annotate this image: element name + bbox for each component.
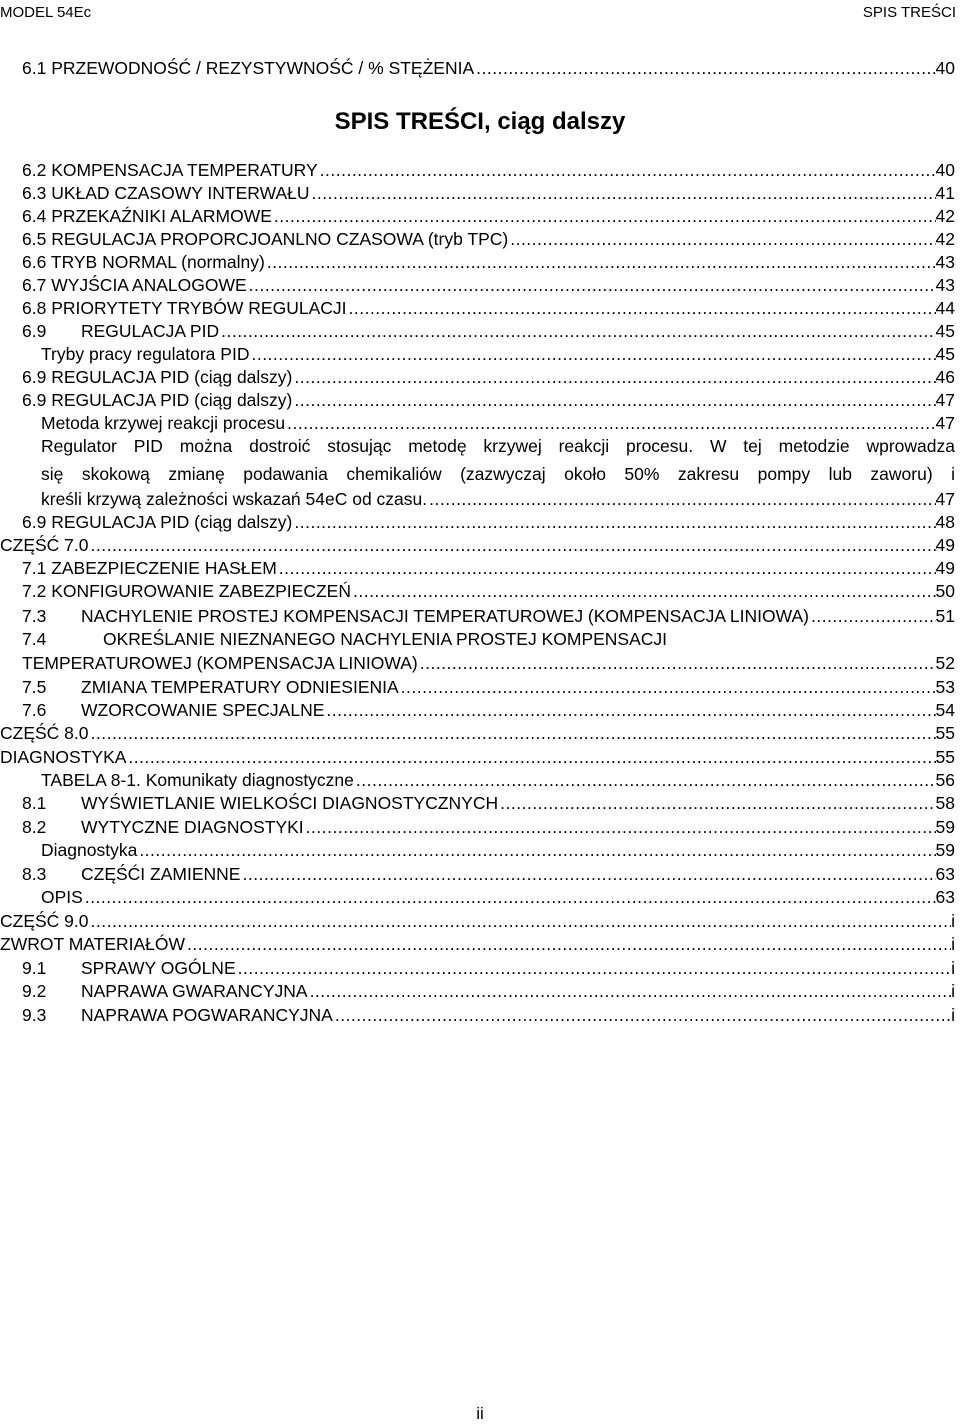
toc-entry-page: 55 bbox=[935, 723, 955, 743]
toc-entry-page: 42 bbox=[935, 229, 955, 249]
toc-entry-page: 43 bbox=[935, 252, 955, 272]
toc-entry-text: OKREŚLANIE NIEZNANEGO NACHYLENIA PROSTEJ KOMPENSACJI bbox=[103, 629, 668, 649]
toc-entry-page: 63 bbox=[935, 887, 955, 907]
toc-entry-text: CZĘŚĆ 7.0 bbox=[0, 535, 89, 555]
toc-entry-page: i bbox=[951, 934, 955, 954]
leader-dots bbox=[308, 980, 952, 1003]
toc-entry[interactable] bbox=[0, 910, 955, 933]
toc-entry-page: i bbox=[951, 958, 955, 978]
toc-entry-text: 6.3 UKŁAD CZASOWY INTERWAŁU bbox=[22, 183, 310, 203]
toc-entry[interactable] bbox=[22, 366, 955, 389]
toc-entry-text: WZORCOWANIE SPECJALNE bbox=[81, 700, 325, 720]
toc-entry[interactable] bbox=[22, 57, 955, 80]
toc-entry[interactable] bbox=[22, 816, 955, 839]
toc-entry[interactable] bbox=[22, 628, 955, 651]
toc-entry[interactable] bbox=[0, 534, 955, 557]
leader-dots bbox=[272, 205, 936, 228]
toc-entry-text: 6.2 KOMPENSACJA TEMPERATURY bbox=[22, 160, 318, 180]
toc-entry-page: 44 bbox=[935, 298, 955, 318]
toc-entry-page: 49 bbox=[935, 558, 955, 578]
toc-entry-page: 47 bbox=[935, 489, 955, 509]
toc-entry-page: 41 bbox=[935, 183, 955, 203]
toc-entry-text: Metoda krzywej reakcji procesu bbox=[41, 413, 286, 433]
leader-dots bbox=[354, 769, 936, 792]
toc-entry-page: 59 bbox=[935, 840, 955, 860]
leader-dots bbox=[83, 886, 936, 909]
toc-entry-text: WYŚWIETLANIE WIELKOŚCI DIAGNOSTYCZNYCH bbox=[81, 793, 499, 813]
toc-entry-text: WYTYCZNE DIAGNOSTYKI bbox=[81, 817, 304, 837]
toc-paragraph-line: Regulator PID można dostroić stosując metodę krzywej reakcji procesu. W tej metodzie wprowadza bbox=[41, 436, 955, 456]
toc-entry-text: SPRAWY OGÓLNE bbox=[81, 958, 236, 978]
leader-dots bbox=[240, 863, 935, 886]
leader-dots bbox=[236, 957, 951, 980]
leader-dots bbox=[508, 228, 935, 251]
toc-entry-text: ZMIANA TEMPERATURY ODNIESIENIA bbox=[81, 677, 399, 697]
leader-dots bbox=[219, 320, 935, 343]
toc-entry[interactable] bbox=[22, 320, 955, 343]
leader-dots bbox=[185, 933, 951, 956]
toc-entry-page: 50 bbox=[935, 581, 955, 601]
toc-entry[interactable] bbox=[22, 389, 955, 412]
toc-entry-text: 6.9 REGULACJA PID (ciąg dalszy) bbox=[22, 367, 293, 387]
toc-entry[interactable] bbox=[41, 839, 955, 862]
leader-dots bbox=[285, 412, 935, 435]
toc-entry-number: 9.2 bbox=[22, 981, 47, 1001]
toc-entry-text: 6.5 REGULACJA PROPORCJOANLNO CZASOWA (tryb TPC) bbox=[22, 229, 509, 249]
toc-entry-page: 59 bbox=[935, 817, 955, 837]
toc-entry[interactable] bbox=[22, 159, 955, 182]
toc-entry[interactable] bbox=[41, 412, 955, 435]
toc-entry[interactable] bbox=[41, 769, 955, 792]
leader-dots bbox=[399, 676, 936, 699]
toc-entry-number: 8.3 bbox=[22, 864, 47, 884]
toc-entry[interactable] bbox=[22, 957, 955, 980]
leader-dots bbox=[292, 389, 935, 412]
toc-entry-page: 56 bbox=[935, 770, 955, 790]
toc-entry-text: NAPRAWA POGWARANCYJNA bbox=[81, 1005, 333, 1025]
toc-entry[interactable] bbox=[22, 228, 955, 251]
toc-entry-text: ZWROT MATERIAŁÓW bbox=[0, 934, 186, 954]
leader-dots bbox=[277, 557, 936, 580]
header-right: SPIS TREŚCI bbox=[862, 4, 956, 21]
toc-entry-number: 7.4 bbox=[22, 629, 47, 649]
toc-entry-text: 6.7 WYJŚCIA ANALOGOWE bbox=[22, 275, 247, 295]
leader-dots bbox=[89, 534, 936, 557]
toc-entry[interactable] bbox=[22, 699, 955, 722]
toc-entry-text: 6.6 TRYB NORMAL (normalny) bbox=[22, 252, 265, 272]
leader-dots bbox=[137, 839, 935, 862]
toc-entry-page: 40 bbox=[935, 160, 955, 180]
leader-dots bbox=[292, 366, 935, 389]
leader-dots bbox=[418, 652, 936, 675]
toc-entry[interactable] bbox=[22, 580, 955, 603]
toc-entry-page: 51 bbox=[935, 606, 955, 626]
toc-entry[interactable] bbox=[0, 933, 955, 956]
leader-dots bbox=[498, 792, 935, 815]
toc-entry-page: 63 bbox=[935, 864, 955, 884]
toc-entry-text: 6.4 PRZEKAŹNIKI ALARMOWE bbox=[22, 206, 272, 226]
leader-dots bbox=[351, 580, 936, 603]
toc-entry-number: 8.1 bbox=[22, 793, 47, 813]
toc-entry-text: DIAGNOSTYKA bbox=[0, 747, 127, 767]
leader-dots bbox=[347, 297, 936, 320]
toc-entry-page: 43 bbox=[935, 275, 955, 295]
toc-entry-text: Diagnostyka bbox=[41, 840, 138, 860]
toc-entry-text: 6.1 PRZEWODNOŚĆ / REZYSTYWNOŚĆ / % STĘŻENIA bbox=[22, 58, 475, 78]
toc-entry-text: 7.1 ZABEZPIECZENIE HASŁEM bbox=[22, 558, 277, 578]
toc-entry-page: 42 bbox=[935, 206, 955, 226]
toc-entry[interactable] bbox=[41, 488, 955, 511]
toc-entry-text: 6.8 PRIORYTETY TRYBÓW REGULACJI bbox=[22, 298, 347, 318]
toc-entry[interactable] bbox=[22, 297, 955, 320]
toc-entry-text: 6.9 REGULACJA PID (ciąg dalszy) bbox=[22, 512, 293, 532]
toc-entry-text: CZĘŚĆI ZAMIENNE bbox=[81, 864, 241, 884]
toc-entry-number: 7.3 bbox=[22, 606, 47, 626]
toc-entry-page: 48 bbox=[935, 512, 955, 532]
toc-entry-number: 9.1 bbox=[22, 958, 47, 978]
leader-dots bbox=[292, 511, 935, 534]
leader-dots bbox=[474, 57, 935, 80]
toc-entry-page: 45 bbox=[935, 344, 955, 364]
toc-paragraph-line: kreśli krzywą zależności wskazań 54eC od czasu. bbox=[41, 489, 428, 509]
toc-entry-page: 46 bbox=[935, 367, 955, 387]
toc-entry[interactable] bbox=[0, 746, 955, 769]
toc-entry-text: TABELA 8-1. Komunikaty diagnostyczne bbox=[41, 770, 354, 790]
toc-paragraph-line: się skokową zmianę podawania chemikaliów (zazwyczaj około 50% zakresu pompy lub zaworu) i bbox=[41, 464, 955, 484]
toc-entry-page: 40 bbox=[935, 58, 955, 78]
toc-entry-page: 53 bbox=[935, 677, 955, 697]
leader-dots bbox=[310, 182, 936, 205]
toc-entry-text: CZĘŚĆ 9.0 bbox=[0, 911, 89, 931]
toc-entry-page: i bbox=[951, 1005, 955, 1025]
toc-entry[interactable] bbox=[22, 205, 955, 228]
toc-entry[interactable] bbox=[22, 863, 955, 886]
toc-entry[interactable] bbox=[22, 274, 955, 297]
leader-dots bbox=[247, 274, 936, 297]
toc-entry-number: 6.9 bbox=[22, 321, 47, 341]
toc-entry-number: 9.3 bbox=[22, 1005, 47, 1025]
leader-dots bbox=[89, 722, 936, 745]
toc-entry-text: TEMPERATUROWEJ (KOMPENSACJA LINIOWA) bbox=[22, 653, 418, 673]
toc-entry-page: i bbox=[951, 981, 955, 1001]
toc-entry-text: REGULACJA PID bbox=[81, 321, 220, 341]
toc-entry-page: 45 bbox=[935, 321, 955, 341]
toc-entry-text: 6.9 REGULACJA PID (ciąg dalszy) bbox=[22, 390, 293, 410]
toc-entry-page: 55 bbox=[935, 747, 955, 767]
toc-entry[interactable] bbox=[22, 792, 955, 815]
toc-entry-text: OPIS bbox=[41, 887, 83, 907]
toc-entry-page: 58 bbox=[935, 793, 955, 813]
toc-entry-page: 54 bbox=[935, 700, 955, 720]
leader-dots bbox=[427, 488, 935, 511]
toc-entry[interactable] bbox=[22, 1004, 955, 1027]
toc-entry-page: 52 bbox=[935, 653, 955, 673]
toc-entry-text: NACHYLENIE PROSTEJ KOMPENSACJI TEMPERATUROWEJ (KOMPENSACJA LINIOWA) bbox=[81, 606, 809, 626]
leader-dots bbox=[809, 605, 936, 628]
toc-entry-page: 47 bbox=[935, 390, 955, 410]
toc-entry[interactable] bbox=[0, 722, 955, 745]
page-title: SPIS TREŚCI, ciąg dalszy bbox=[334, 108, 626, 135]
toc-entry-page: 49 bbox=[935, 535, 955, 555]
leader-dots bbox=[249, 343, 935, 366]
toc-entry[interactable] bbox=[22, 557, 955, 580]
toc-entry[interactable] bbox=[41, 343, 955, 366]
page-number: ii bbox=[476, 1404, 484, 1423]
toc-entry-text: NAPRAWA GWARANCYJNA bbox=[81, 981, 308, 1001]
toc-entry-text: Tryby pracy regulatora PID bbox=[41, 344, 250, 364]
toc-entry[interactable] bbox=[41, 886, 955, 909]
toc-entry-number: 7.5 bbox=[22, 677, 47, 697]
toc-entry-number: 8.2 bbox=[22, 817, 47, 837]
leader-dots bbox=[333, 1004, 951, 1027]
toc-entry[interactable] bbox=[22, 605, 955, 628]
toc-entry[interactable] bbox=[22, 652, 955, 675]
leader-dots bbox=[318, 159, 936, 182]
toc-entry-page: 47 bbox=[935, 413, 955, 433]
toc-entry-text: 7.2 KONFIGUROWANIE ZABEZPIECZEŃ bbox=[22, 581, 351, 601]
leader-dots bbox=[265, 251, 936, 274]
toc-entry[interactable] bbox=[22, 980, 955, 1003]
toc-entry[interactable] bbox=[22, 251, 955, 274]
leader-dots bbox=[324, 699, 935, 722]
toc-entry-text: CZĘŚĆ 8.0 bbox=[0, 723, 89, 743]
toc-entry[interactable] bbox=[22, 182, 955, 205]
header-left: MODEL 54Ec bbox=[0, 4, 92, 21]
toc-entry-page: i bbox=[951, 911, 955, 931]
leader-dots bbox=[126, 746, 935, 769]
toc-entry[interactable] bbox=[22, 676, 955, 699]
toc-entry[interactable] bbox=[22, 511, 955, 534]
toc-entry-number: 7.6 bbox=[22, 700, 47, 720]
leader-dots bbox=[304, 816, 936, 839]
leader-dots bbox=[89, 910, 952, 933]
